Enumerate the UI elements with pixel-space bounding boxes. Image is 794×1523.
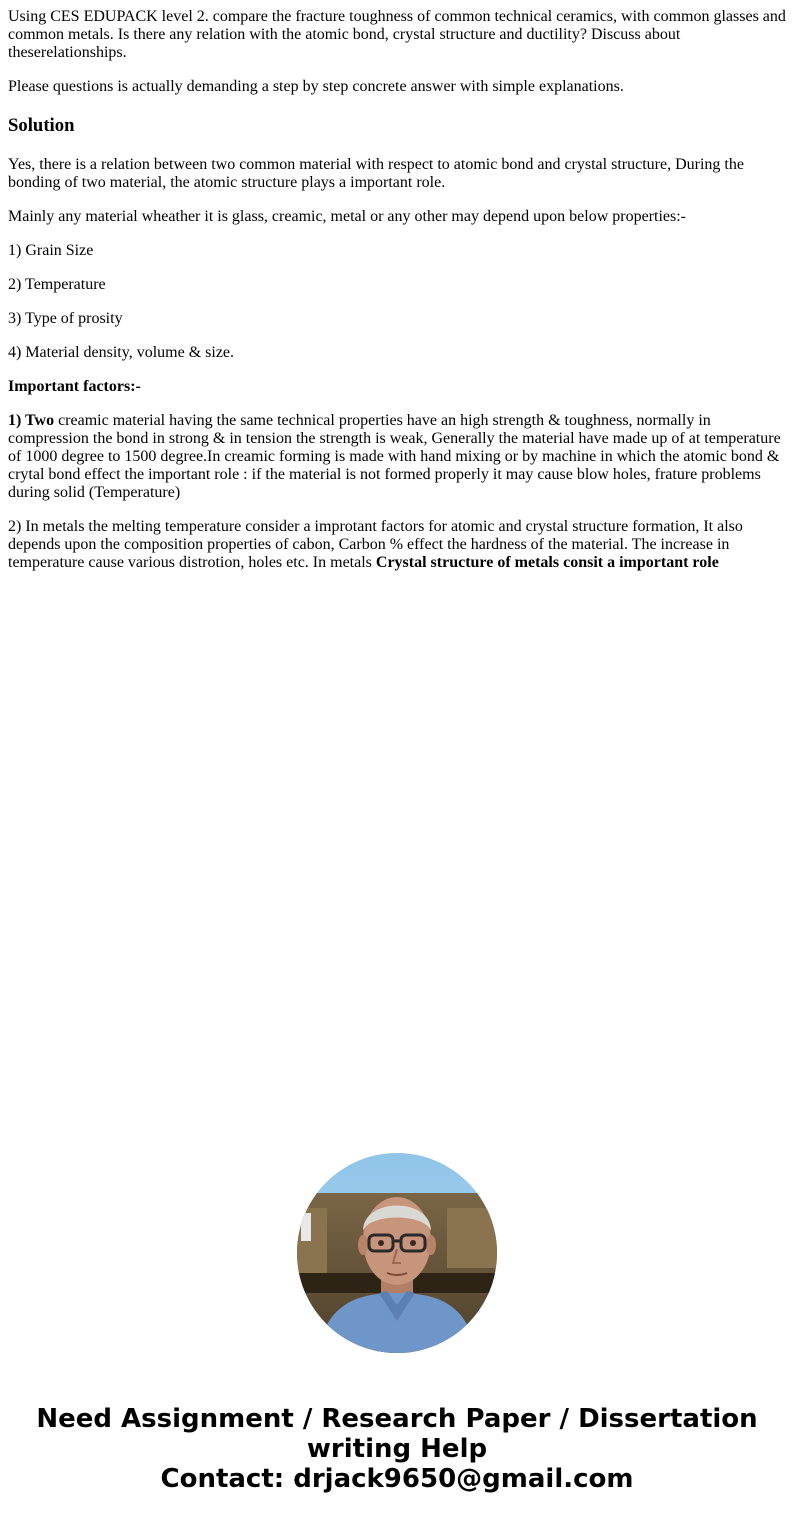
- property-item: 1) Grain Size: [8, 242, 94, 259]
- factor-1-text: creamic material having the same technical properties have an high strength & toughness, normally in compression the bond in strong & in tension the strength is weak, Generally the material have made up of at temperature of 1000 degree to 1500 degree.In creamic forming is made with hand mixing or by machine in which the atomic bond & crytal bond effect the important role : if the material is not formed properly it may cause blow holes, frature problems during solid (Temperature): [8, 412, 781, 501]
- author-avatar: [297, 1153, 497, 1353]
- question-note: Please questions is actually demanding a step by step concrete answer with simple explanations.: [8, 78, 624, 95]
- property-item: 2) Temperature: [8, 276, 106, 293]
- solution-heading: Solution: [8, 115, 75, 136]
- footer-line-1: Need Assignment / Research Paper / Dissertation: [36, 1404, 758, 1434]
- solution-intro: Yes, there is a relation between two common material with respect to atomic bond and crystal structure, During the bonding of two material, the atomic structure plays a important role.: [8, 156, 744, 191]
- question-text: Using CES EDUPACK level 2. compare the fracture toughness of common technical ceramics, with common glasses and common metals. Is there any relation with the atomic bond, crystal structure and ductility? Discuss about theserelationships.: [8, 8, 786, 61]
- factors-heading: [8, 378, 786, 396]
- property-item: 3) Type of prosity: [8, 310, 123, 327]
- properties-intro: Mainly any material wheather it is glass, creamic, metal or any other may depend upon below properties:-: [8, 208, 686, 225]
- factor-1-lead: 1) Two: [8, 412, 55, 429]
- property-item: 4) Material density, volume & size.: [8, 344, 235, 361]
- document-content: [8, 8, 786, 588]
- factor-1: [8, 412, 786, 502]
- footer-line-2: writing Help: [306, 1434, 488, 1464]
- footer-contact: Contact: drjack9650@gmail.com: [160, 1464, 634, 1494]
- factor-2-bold: Crystal structure of metals consit a important role: [375, 554, 719, 571]
- avatar-portrait-image: [297, 1153, 497, 1353]
- factors-heading-text: Important factors:-: [8, 378, 141, 395]
- factor-2: [8, 518, 786, 572]
- factor-2-text: 2) In metals the melting temperature consider a improtant factors for atomic and crystal structure formation, It also depends upon the composition properties of cabon, Carbon % effect the hardness of the material. The increase in temperature cause various distrotion, holes etc. In metals: [8, 518, 743, 571]
- footer-banner: [0, 1404, 794, 1494]
